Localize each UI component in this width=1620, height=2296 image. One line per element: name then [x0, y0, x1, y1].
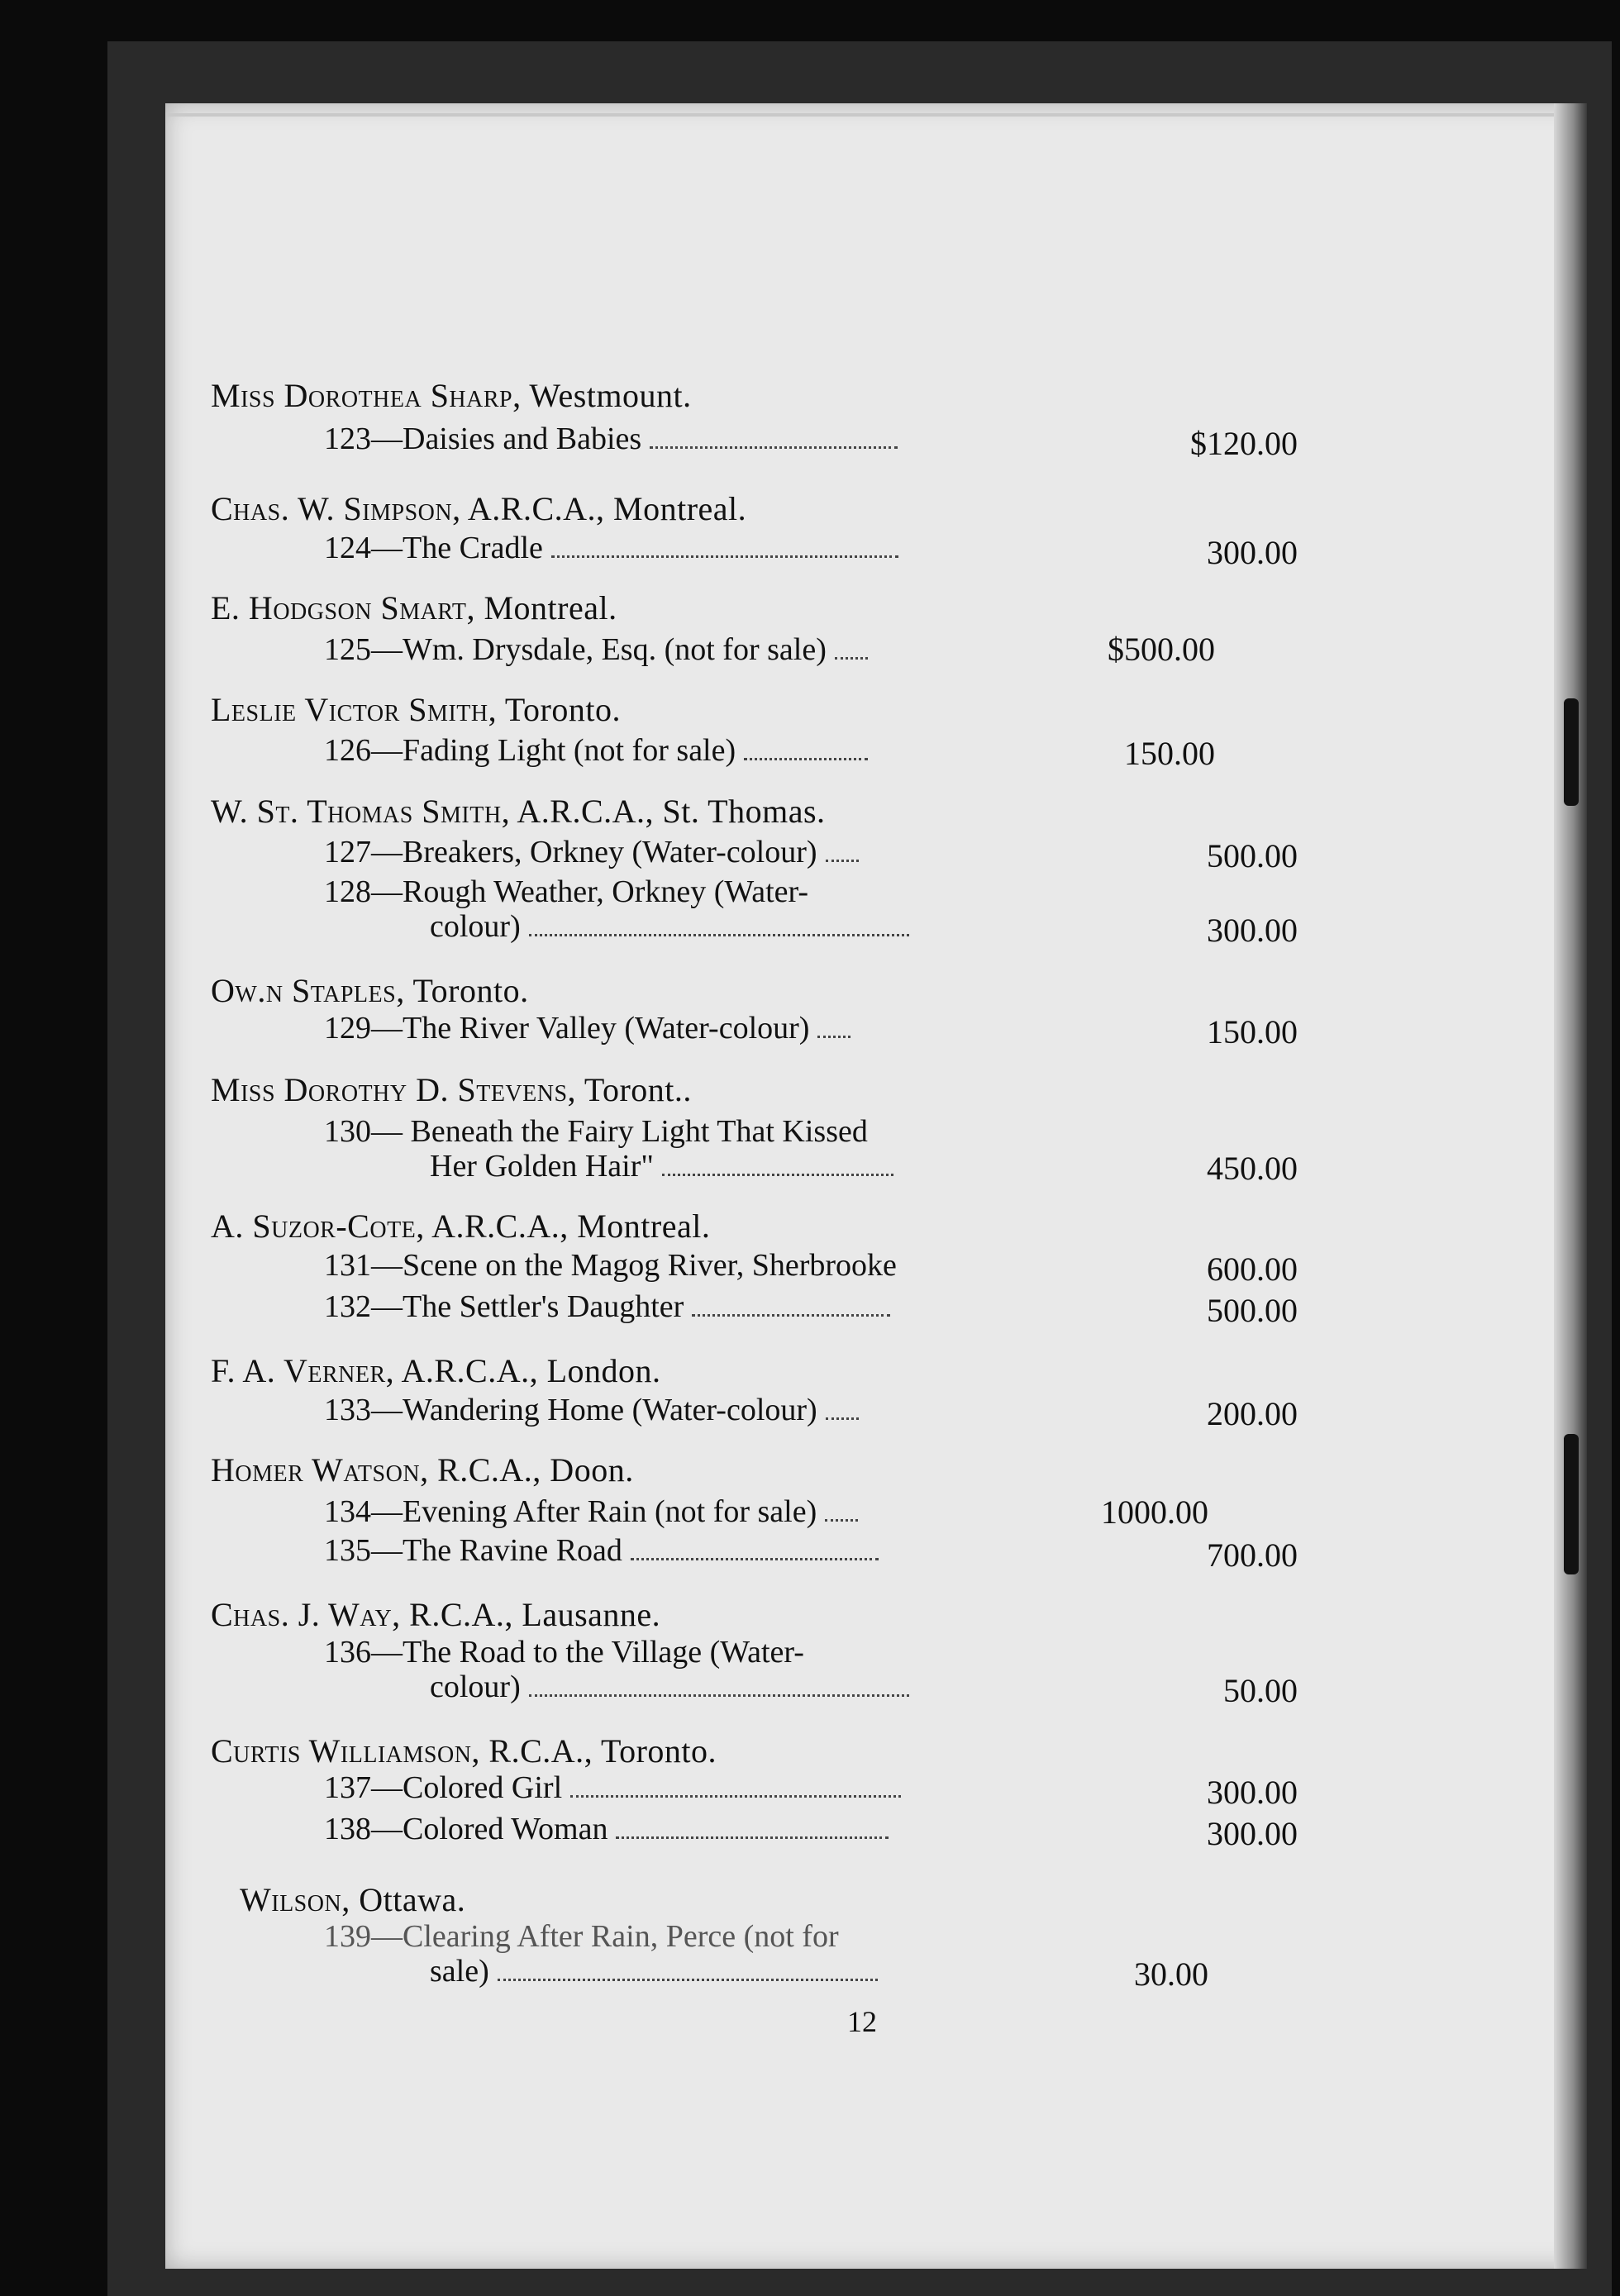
entry-price: 300.00 — [1207, 912, 1298, 949]
catalogue-entry: 127—Breakers, Orkney (Water-colour) — [324, 835, 1101, 869]
artist-heading: Miss Dorothy D. Stevens, Toront.. — [211, 1071, 692, 1108]
page-number: 12 — [847, 2005, 877, 2038]
artist-heading: Leslie Victor Smith, Toronto. — [211, 691, 621, 728]
entry-price: 500.00 — [1207, 1292, 1298, 1329]
entry-price: $500.00 — [1108, 631, 1215, 668]
entry-price: $120.00 — [1190, 425, 1298, 462]
entry-price: 300.00 — [1207, 1815, 1298, 1852]
entry-price: 30.00 — [1134, 1955, 1208, 1993]
catalogue-entry: 125—Wm. Drysdale, Esq. (not for sale) — [324, 632, 1101, 667]
catalogue-entry: 135—The Ravine Road — [324, 1533, 1101, 1568]
artist-heading: Chas. W. Simpson, A.R.C.A., Montreal. — [211, 490, 747, 527]
entry-price: 50.00 — [1223, 1672, 1298, 1709]
catalogue-entry: 129—The River Valley (Water-colour) — [324, 1011, 1101, 1046]
entry-price: 700.00 — [1207, 1536, 1298, 1574]
artist-heading: E. Hodgson Smart, Montreal. — [211, 589, 617, 626]
catalogue-entry: 137—Colored Girl — [324, 1770, 1101, 1805]
catalogue-entry: 130— Beneath the Fairy Light That Kissed Her Golden Hair" — [324, 1114, 1101, 1184]
entry-price: 450.00 — [1207, 1150, 1298, 1187]
entry-price: 150.00 — [1124, 735, 1215, 772]
catalogue-entry: 132—The Settler's Daughter — [324, 1289, 1101, 1324]
entry-price: 200.00 — [1207, 1395, 1298, 1432]
entry-price: 1000.00 — [1101, 1493, 1208, 1531]
artist-heading: Chas. J. Way, R.C.A., Lausanne. — [211, 1596, 661, 1633]
artist-heading: Wilson, Ottawa. — [240, 1881, 466, 1918]
entry-price: 600.00 — [1207, 1250, 1298, 1288]
entry-price: 150.00 — [1207, 1013, 1298, 1050]
catalogue-entry: 126—Fading Light (not for sale) — [324, 733, 1101, 768]
catalogue-entry: 134—Evening After Rain (not for sale) — [324, 1494, 1101, 1529]
catalogue-entry: 139—Clearing After Rain, Perce (not for sale) — [324, 1919, 1101, 1989]
artist-heading: Homer Watson, R.C.A., Doon. — [211, 1451, 634, 1489]
entry-price: 500.00 — [1207, 837, 1298, 874]
artist-heading: Miss Dorothea Sharp, Westmount. — [211, 377, 692, 414]
entry-price: 300.00 — [1207, 1774, 1298, 1811]
catalogue-entry: 128—Rough Weather, Orkney (Water- colour) — [324, 874, 1101, 944]
catalogue-entry: 133—Wandering Home (Water-colour) — [324, 1393, 1101, 1427]
catalogue-entry: 131—Scene on the Magog River, Sherbrooke — [324, 1248, 897, 1283]
artist-heading: Ow.n Staples, Toronto. — [211, 972, 529, 1009]
artist-heading: W. St. Thomas Smith, A.R.C.A., St. Thomas. — [211, 793, 826, 830]
entry-price: 300.00 — [1207, 534, 1298, 571]
artist-heading: Curtis Williamson, R.C.A., Toronto. — [211, 1732, 717, 1770]
catalogue-entry: 124—The Cradle — [324, 531, 1101, 565]
artist-heading: A. Suzor-Cote, A.R.C.A., Montreal. — [211, 1208, 711, 1245]
catalogue-entry: 123—Daisies and Babies — [324, 422, 1101, 456]
catalogue-entry: 138—Colored Woman — [324, 1812, 1101, 1846]
catalogue-entry: 136—The Road to the Village (Water- colour) — [324, 1635, 1101, 1704]
artist-heading: F. A. Verner, A.R.C.A., London. — [211, 1352, 661, 1389]
